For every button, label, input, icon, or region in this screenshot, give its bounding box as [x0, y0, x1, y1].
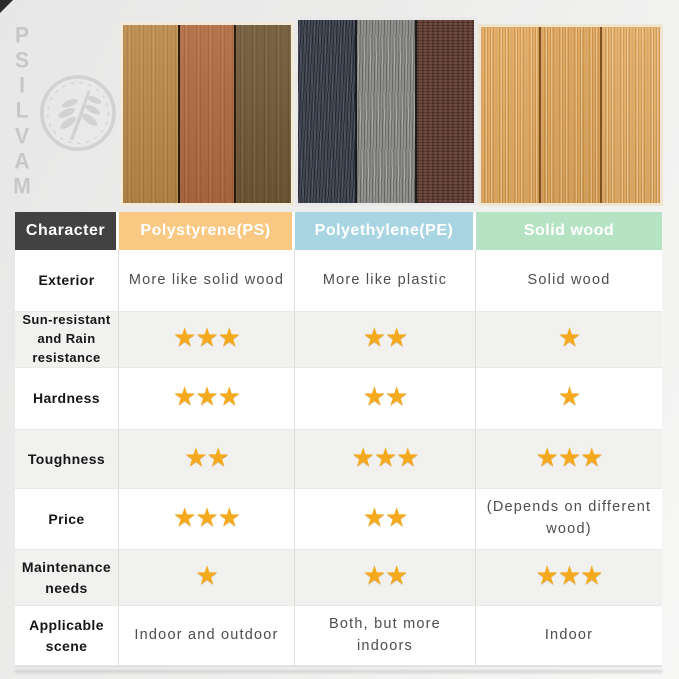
cell-toughness-pe-stars: ★★★	[295, 430, 476, 489]
brand-letter: P	[14, 23, 29, 48]
polystyrene-wood-sample-image	[120, 22, 294, 206]
cell-scene-pe: Both, but more indoors	[295, 606, 476, 666]
row-label-exterior: Exterior	[15, 250, 119, 312]
plank-swatch	[481, 27, 539, 203]
table-header-polyethylene: Polyethylene(PE)	[295, 212, 476, 250]
table-header-solid-wood: Solid wood	[476, 212, 662, 250]
cell-sun-pe-stars: ★★	[295, 312, 476, 368]
row-label-price: Price	[15, 489, 119, 550]
cell-price-pe-stars: ★★	[295, 489, 476, 550]
cell-exterior-wood: Solid wood	[476, 250, 662, 312]
brand-letter: L	[15, 98, 29, 124]
cell-hardness-ps-stars: ★★★	[119, 368, 295, 430]
table-bottom-shadow	[15, 670, 662, 673]
cell-toughness-ps-stars: ★★	[119, 430, 295, 489]
row-label-maintenance-needs: Maintenance needs	[15, 550, 119, 606]
row-label-applicable-scene: Applicable scene	[15, 606, 119, 666]
brand-letter: V	[14, 124, 29, 149]
cell-scene-wood: Indoor	[476, 606, 662, 666]
plank-swatch	[234, 25, 291, 203]
plank-swatch	[298, 20, 355, 203]
cell-sun-wood-stars: ★	[476, 312, 662, 368]
row-label-sun-rain-resistance: Sun-resistant and Rain resistance	[15, 312, 119, 368]
cell-sun-ps-stars: ★★★	[119, 312, 295, 368]
cell-price-wood: (Depends on different wood)	[476, 489, 662, 550]
cell-maintenance-ps-stars: ★	[119, 550, 295, 606]
plank-swatch	[178, 25, 235, 203]
cell-scene-ps: Indoor and outdoor	[119, 606, 295, 666]
brand-letter: I	[19, 73, 25, 98]
leaf-circle-icon	[37, 72, 119, 154]
polyethylene-wood-sample-image	[295, 17, 477, 206]
cell-hardness-pe-stars: ★★	[295, 368, 476, 430]
cell-price-ps-stars: ★★★	[119, 489, 295, 550]
plank-swatch	[355, 20, 414, 203]
brand-letter: S	[14, 48, 29, 73]
cell-hardness-wood-stars: ★	[476, 368, 662, 430]
cell-exterior-pe: More like plastic	[295, 250, 476, 312]
plank-swatch	[415, 20, 474, 203]
row-label-hardness: Hardness	[15, 368, 119, 430]
cell-maintenance-wood-stars: ★★★	[476, 550, 662, 606]
cell-toughness-wood-stars: ★★★	[476, 430, 662, 489]
cell-maintenance-pe-stars: ★★	[295, 550, 476, 606]
corner-wedge-decoration	[0, 0, 13, 13]
plank-swatch	[123, 25, 178, 203]
comparison-table	[15, 212, 662, 667]
plank-swatch	[539, 27, 599, 203]
table-header-polystyrene: Polystyrene(PS)	[119, 212, 295, 250]
plank-swatch	[600, 27, 660, 203]
brand-vertical-wordmark	[7, 25, 37, 197]
cell-exterior-ps: More like solid wood	[119, 250, 295, 312]
brand-letter: A	[14, 149, 30, 174]
solid-wood-sample-image	[478, 24, 663, 206]
row-label-toughness: Toughness	[15, 430, 119, 489]
brand-letter: M	[13, 174, 31, 199]
table-header-character: Character	[15, 212, 119, 250]
